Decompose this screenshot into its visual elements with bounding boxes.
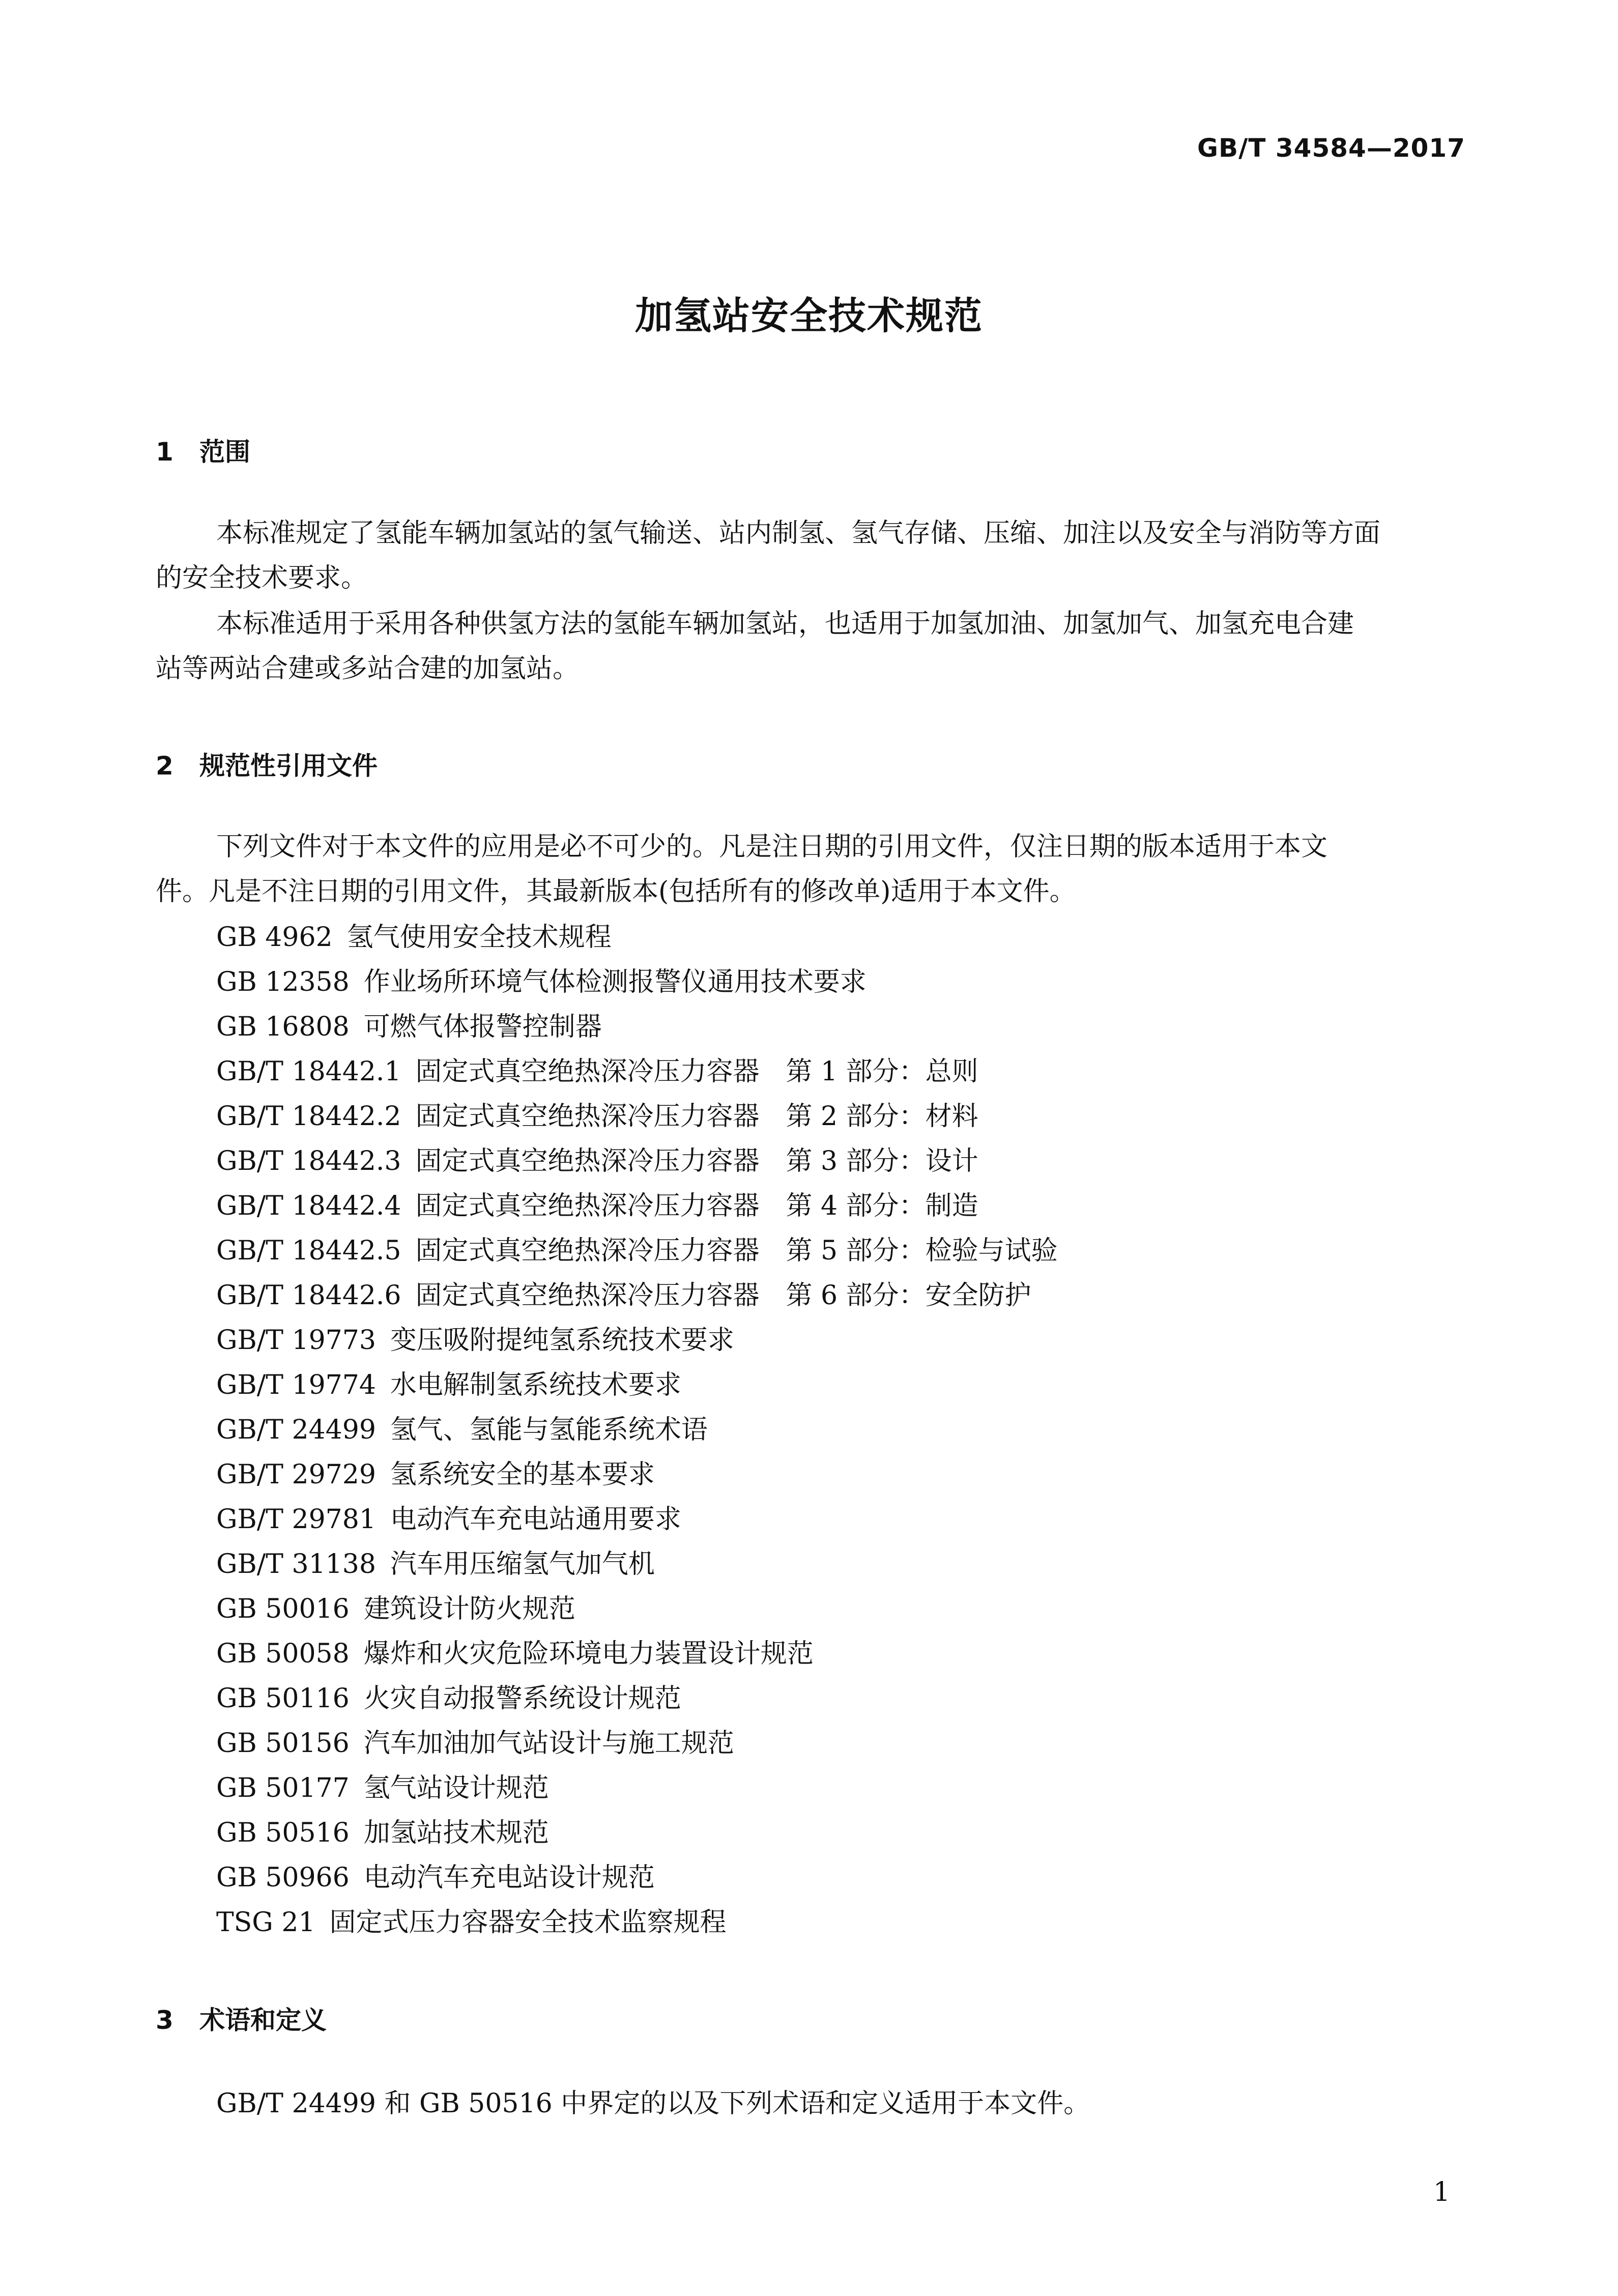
reference-item <box>216 1631 1058 1676</box>
section-3-heading <box>156 2000 327 2036</box>
scope-paragraph-1-line-2: 的安全技术要求。 <box>156 563 368 593</box>
reference-title: 电动汽车充电站通用要求 <box>390 1504 681 1535</box>
reference-title: 汽车用压缩氢气加气机 <box>390 1549 655 1580</box>
section-2-heading <box>156 745 378 782</box>
reference-item <box>216 1318 1058 1363</box>
reference-title: 固定式真空绝热深冷压力容器 第 4 部分：制造 <box>415 1191 978 1221</box>
reference-title: 氢气使用安全技术规程 <box>346 922 612 953</box>
reference-title: 加氢站技术规范 <box>363 1818 549 1848</box>
references-intro-line-1: 下列文件对于本文件的应用是必不可少的。凡是注日期的引用文件，仅注日期的版本适用于本文 <box>216 831 1328 862</box>
section-2-number: 2 <box>156 751 174 781</box>
section-1-heading <box>156 432 250 468</box>
reference-code: GB 16808 <box>216 1012 350 1042</box>
reference-item <box>216 1273 1058 1318</box>
reference-title: 氢系统安全的基本要求 <box>390 1459 655 1490</box>
scope-paragraph-2-line-2: 站等两站合建或多站合建的加氢站。 <box>156 653 580 684</box>
reference-code: GB 4962 <box>216 922 333 953</box>
reference-title: 可燃气体报警控制器 <box>363 1012 602 1042</box>
reference-item <box>216 1721 1058 1766</box>
reference-item <box>216 1049 1058 1094</box>
reference-item <box>216 1676 1058 1721</box>
reference-title: 固定式真空绝热深冷压力容器 第 6 部分：安全防护 <box>415 1280 1031 1311</box>
reference-code: GB 50058 <box>216 1639 350 1669</box>
reference-item <box>216 1184 1058 1228</box>
reference-title: 爆炸和火灾危险环境电力装置设计规范 <box>363 1639 814 1669</box>
reference-title: 固定式真空绝热深冷压力容器 第 2 部分：材料 <box>415 1101 978 1132</box>
normative-references-list <box>216 915 1058 1945</box>
reference-item <box>216 1228 1058 1273</box>
reference-title: 固定式压力容器安全技术监察规程 <box>329 1907 727 1938</box>
reference-code: GB/T 18442.5 <box>216 1236 401 1266</box>
reference-code: GB/T 18442.2 <box>216 1101 401 1132</box>
reference-title: 固定式真空绝热深冷压力容器 第 3 部分：设计 <box>415 1146 978 1176</box>
reference-item <box>216 960 1058 1004</box>
reference-item <box>216 1094 1058 1139</box>
terms-paragraph: GB/T 24499 和 GB 50516 中界定的以及下列术语和定义适用于本文件。 <box>216 2088 1090 2119</box>
reference-item <box>216 1587 1058 1631</box>
reference-title: 水电解制氢系统技术要求 <box>390 1370 681 1400</box>
reference-item <box>216 1452 1058 1497</box>
reference-title: 氢气、氢能与氢能系统术语 <box>390 1415 708 1445</box>
reference-item <box>216 1004 1058 1049</box>
reference-title: 固定式真空绝热深冷压力容器 第 1 部分：总则 <box>415 1056 978 1087</box>
scope-paragraph-1-line-1: 本标准规定了氢能车辆加氢站的氢气输送、站内制氢、氢气存储、压缩、加注以及安全与消防等方面 <box>216 518 1381 549</box>
reference-item <box>216 1900 1058 1945</box>
section-3-number: 3 <box>156 2005 174 2035</box>
reference-title: 作业场所环境气体检测报警仪通用技术要求 <box>363 967 866 997</box>
reference-item <box>216 1408 1058 1452</box>
reference-item <box>216 1139 1058 1184</box>
standard-code: GB/T 34584—2017 <box>1197 133 1465 163</box>
reference-item <box>216 1811 1058 1855</box>
reference-code: GB 50116 <box>216 1683 350 1714</box>
reference-item <box>216 1363 1058 1408</box>
reference-code: GB 12358 <box>216 967 350 997</box>
section-1-number: 1 <box>156 437 174 467</box>
reference-item <box>216 1855 1058 1900</box>
reference-code: GB/T 18442.1 <box>216 1056 401 1087</box>
reference-code: GB 50966 <box>216 1862 350 1893</box>
reference-title: 固定式真空绝热深冷压力容器 第 5 部分：检验与试验 <box>415 1236 1058 1266</box>
reference-code: GB/T 18442.3 <box>216 1146 401 1176</box>
reference-code: GB/T 29781 <box>216 1504 376 1535</box>
scope-paragraph-2-line-1: 本标准适用于采用各种供氢方法的氢能车辆加氢站，也适用于加氢加油、加氢加气、加氢充电合建 <box>216 609 1354 639</box>
reference-code: TSG 21 <box>216 1907 315 1938</box>
reference-item <box>216 1497 1058 1542</box>
reference-title: 电动汽车充电站设计规范 <box>363 1862 655 1893</box>
reference-item <box>216 1542 1058 1587</box>
reference-code: GB/T 19773 <box>216 1325 376 1356</box>
reference-title: 汽车加油加气站设计与施工规范 <box>363 1728 734 1759</box>
section-2-title: 规范性引用文件 <box>199 751 378 781</box>
reference-code: GB/T 31138 <box>216 1549 376 1580</box>
reference-code: GB 50156 <box>216 1728 350 1759</box>
references-intro-line-2: 件。凡是不注日期的引用文件，其最新版本(包括所有的修改单)适用于本文件。 <box>156 876 1076 907</box>
reference-code: GB 50016 <box>216 1594 350 1624</box>
reference-code: GB/T 18442.6 <box>216 1280 401 1311</box>
reference-code: GB/T 19774 <box>216 1370 376 1400</box>
reference-code: GB/T 29729 <box>216 1459 376 1490</box>
reference-item <box>216 915 1058 960</box>
document-title: 加氢站安全技术规范 <box>635 294 983 338</box>
reference-item <box>216 1766 1058 1811</box>
section-3-title: 术语和定义 <box>199 2005 327 2035</box>
page-number: 1 <box>1433 2177 1450 2207</box>
reference-title: 变压吸附提纯氢系统技术要求 <box>390 1325 734 1356</box>
reference-title: 建筑设计防火规范 <box>363 1594 575 1624</box>
reference-code: GB 50177 <box>216 1773 350 1803</box>
reference-title: 氢气站设计规范 <box>363 1773 549 1803</box>
section-1-title: 范围 <box>199 437 250 467</box>
reference-title: 火灾自动报警系统设计规范 <box>363 1683 681 1714</box>
reference-code: GB/T 18442.4 <box>216 1191 401 1221</box>
reference-code: GB/T 24499 <box>216 1415 376 1445</box>
reference-code: GB 50516 <box>216 1818 350 1848</box>
